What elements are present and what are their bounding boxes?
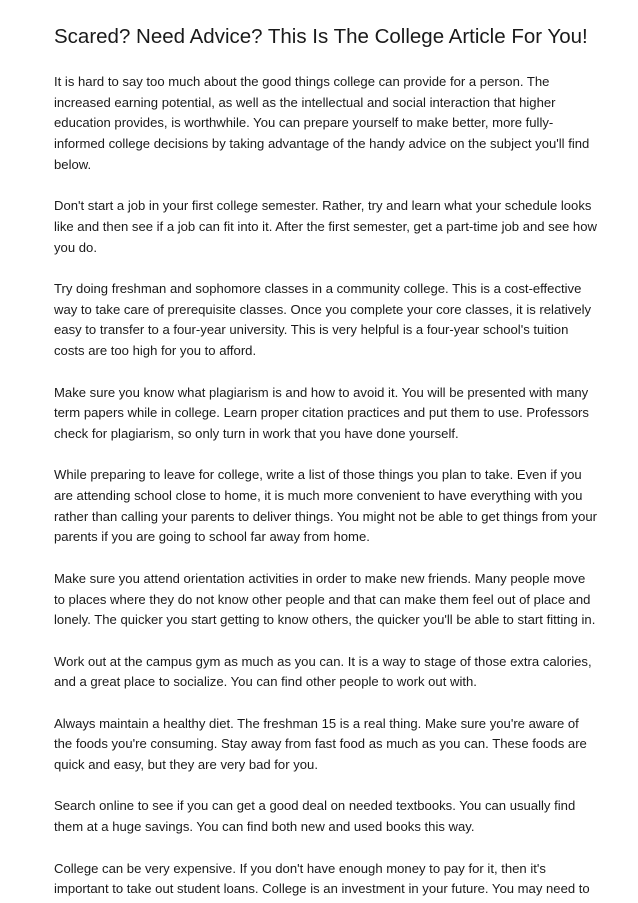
article-title: Scared? Need Advice? This Is The College Article For You!: [54, 25, 588, 48]
paragraph-plagiarism: Make sure you know what plagiarism is and how to avoid it. You will be presented with many term papers while in college. Learn proper citation practices and put them to use. Professors check for plagiarism, so only turn in work that you have done yourself.: [54, 384, 589, 441]
paragraph-diet: Always maintain a healthy diet. The freshman 15 is a real thing. Make sure you're aware of the foods you're consuming. Stay away from fast food as much as you can. These foods are quick and easy, but they are very bad for you.: [54, 715, 587, 773]
paragraph-job: Don't start a job in your first college semester. Rather, try and learn what your schedule looks like and then see if a job can fit into it. After the first semester, get a part-time job and see how you do.: [54, 198, 597, 255]
paragraph-textbooks: Search online to see if you can get a good deal on needed textbooks. You can usually find them at a huge savings. You can find both new and used books this way.: [54, 798, 576, 835]
paragraph-intro: It is hard to say too much about the good things college can provide for a person. The increased earning potential, as well as the intellectual and social interaction that higher education provides, is worthwhile. You can prepare yourself to make better, more fully-informed college decisions by taking advantage of the handy advice on the subject you'll find below.: [54, 74, 590, 172]
paragraph-orientation: Make sure you attend orientation activities in order to make new friends. Many people move to places where they do not know other people and that can make them feel out of place and lonely. The quicker you start getting to know others, the quicker you'll be able to start fitting in.: [54, 570, 596, 628]
paragraph-community-college: Try doing freshman and sophomore classes in a community college. This is a cost-effective way to take care of prerequisite classes. Once you complete your core classes, it is relatively easy to transfer to a four-year university. This is very helpful is a four-year school's tuition costs are too high for you to afford.: [54, 281, 592, 359]
paragraph-packing-list: While preparing to leave for college, write a list of those things you plan to take. Even if you are attending school close to home, it is much more convenient to have everything with you rather than calling your parents to deliver things. You might not be able to get things from your parents if you are going to school far away from home.: [54, 467, 597, 545]
paragraph-student-loans: College can be very expensive. If you don't have enough money to pay for it, then it's important to take out student loans. College is an investment in your future. You may need to: [54, 860, 590, 897]
paragraph-gym: Work out at the campus gym as much as you can. It is a way to stage of those extra calories, and a great place to socialize. You can find other people to work out with.: [54, 653, 592, 690]
